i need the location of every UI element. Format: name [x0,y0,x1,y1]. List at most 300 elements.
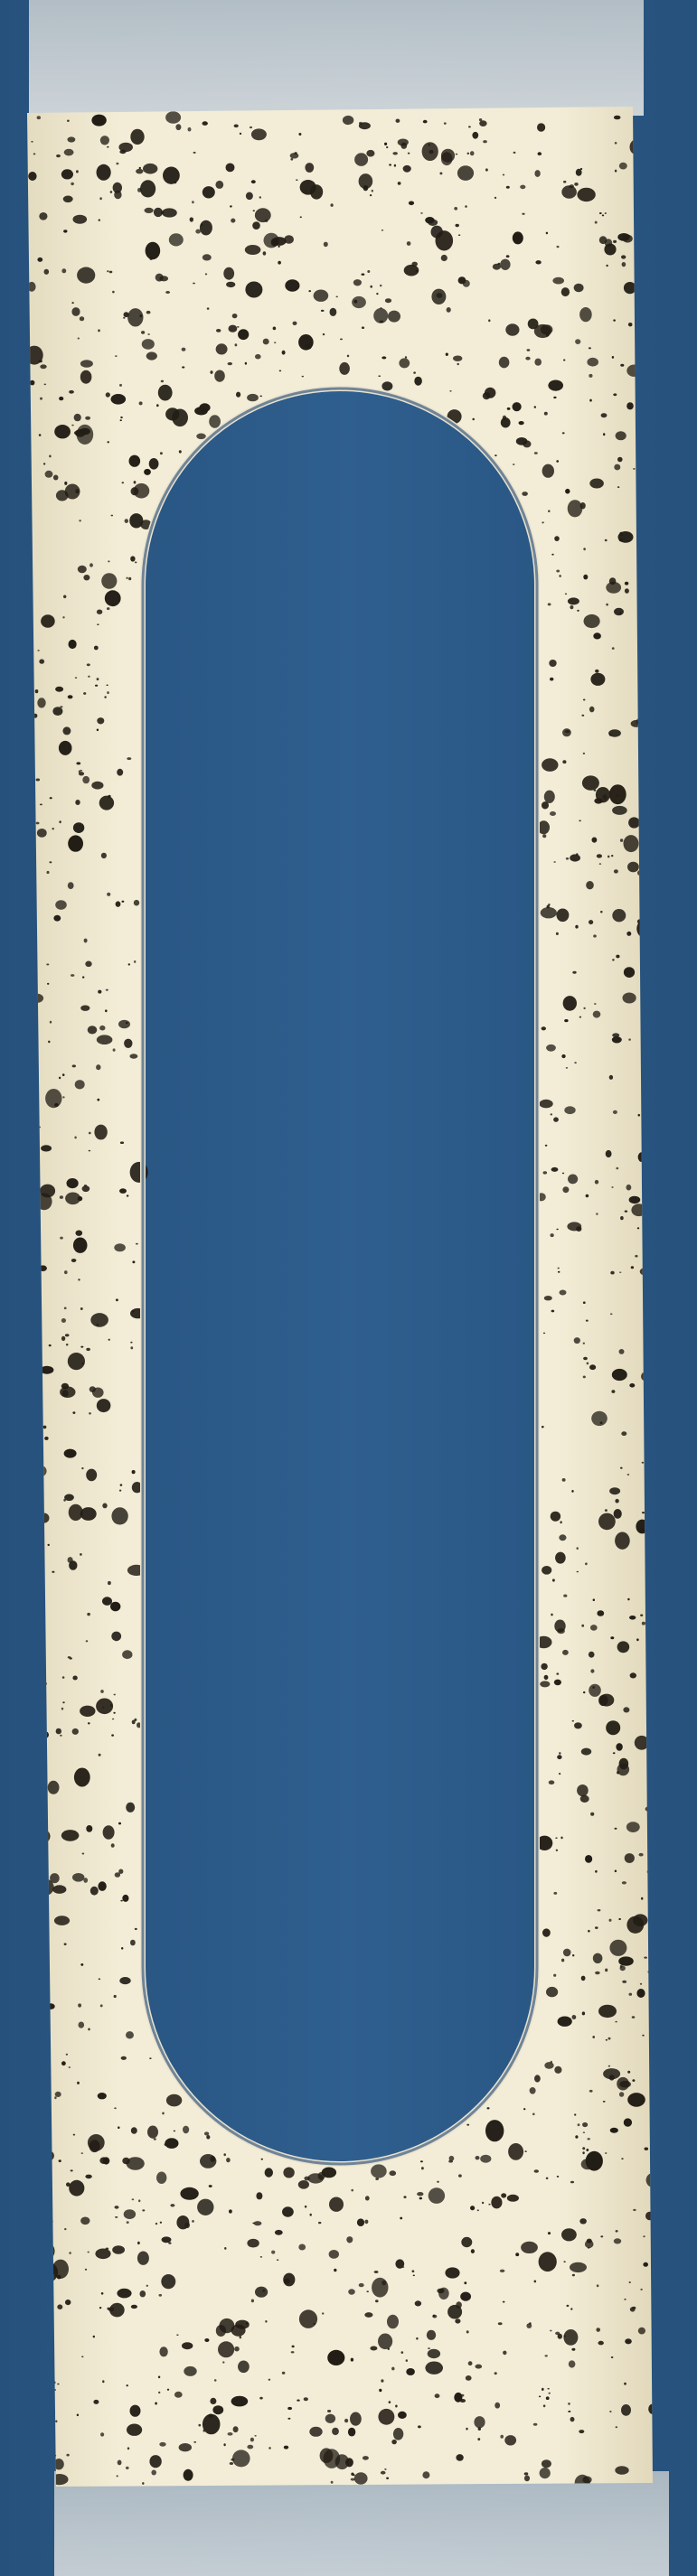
speckle-dot [534,2281,537,2283]
speckle-dot [500,2435,504,2439]
speckle-dot [90,1313,108,1327]
speckle-dot [118,2126,119,2129]
speckle-dot [200,220,212,236]
speckle-dot [605,1969,608,1972]
speckle-dot [561,2228,577,2241]
speckle-dot [553,397,556,398]
speckle-dot [130,556,135,561]
speckle-dot [519,421,524,425]
speckle-dot [583,575,588,580]
speckle-dot [193,152,196,154]
speckle-dot [282,2372,286,2375]
speckle-dot [350,2412,362,2426]
speckle-dot [583,1343,585,1344]
speckle-dot [562,432,565,434]
speckle-dot [615,2021,617,2023]
speckle-dot [564,2336,566,2337]
speckle-dot [159,2347,167,2356]
speckle-dot [627,2093,645,2107]
speckle-dot [479,118,482,121]
speckle-dot [567,2305,570,2307]
speckle-dot [640,1983,642,1985]
speckle-dot [54,2096,56,2099]
speckle-dot [552,1578,555,1581]
speckle-dot [290,158,293,161]
speckle-dot [624,282,636,294]
speckle-dot [99,220,100,221]
speckle-dot [624,967,635,978]
speckle-dot [73,215,88,224]
speckle-dot [580,1795,589,1803]
speckle-dot [309,2427,322,2437]
speckle-dot [207,307,210,309]
speckle-dot [600,2235,603,2237]
speckle-dot [68,835,83,851]
speckle-dot [320,2448,334,2463]
speckle-dot [100,1690,104,1693]
speckle-dot [625,588,629,594]
speckle-dot [444,122,447,124]
speckle-dot [466,2330,469,2333]
speckle-dot [318,2222,321,2224]
speckle-dot [81,2152,83,2154]
speckle-dot [69,640,77,649]
speckle-dot [78,1279,80,1280]
speckle-dot [110,191,113,193]
speckle-dot [284,2279,290,2284]
speckle-dot [46,963,49,965]
speckle-dot [130,1940,136,1946]
speckle-dot [167,2389,169,2391]
speckle-dot [293,322,297,325]
speckle-dot [223,267,234,280]
speckle-dot [129,1054,137,1058]
speckle-dot [626,402,634,409]
speckle-dot [114,191,121,200]
speckle-dot [155,2223,157,2225]
speckle-dot [62,1390,69,1397]
speckle-dot [129,455,141,467]
speckle-dot [300,216,302,218]
speckle-dot [405,356,407,358]
speckle-dot [155,2403,157,2405]
speckle-dot [556,1229,558,1230]
speckle-dot [357,2218,364,2226]
speckle-dot [601,413,608,417]
speckle-dot [577,610,579,612]
speckle-dot [69,390,74,394]
speckle-dot [124,1039,132,1048]
speckle-dot [557,2176,560,2178]
speckle-dot [40,364,46,369]
speckle-dot [102,1597,112,1606]
speckle-dot [216,343,228,354]
speckle-dot [612,647,615,650]
speckle-dot [147,2126,158,2139]
speckle-dot [560,1521,561,1523]
speckle-dot [513,464,514,465]
speckle-dot [534,2075,541,2082]
speckle-dot [120,1900,123,1902]
speckle-dot [630,1672,636,1678]
speckle-dot [75,800,80,805]
speckle-dot [370,286,372,288]
speckle-dot [584,614,600,628]
speckle-dot [61,1336,65,1341]
speckle-dot [77,2414,79,2417]
speckle-dot [403,2196,406,2198]
speckle-dot [106,685,108,687]
speckle-dot [108,795,110,798]
speckle-dot [591,1411,608,1426]
speckle-dot [587,1363,589,1365]
speckle-dot [550,2330,552,2332]
speckle-dot [479,120,486,126]
speckle-dot [548,904,550,906]
speckle-dot [525,357,530,361]
speckle-dot [292,2346,295,2348]
speckle-dot [563,2261,565,2262]
speckle-dot [589,399,592,402]
speckle-dot [551,2061,552,2064]
speckle-dot [37,829,47,838]
speckle-dot [182,348,186,351]
speckle-dot [494,2403,500,2409]
speckle-dot [39,212,47,220]
speckle-dot [374,2271,379,2273]
speckle-dot [193,283,195,285]
speckle-dot [61,1383,69,1390]
speckle-dot [107,607,109,610]
speckle-dot [569,2360,576,2367]
speckle-dot [127,1194,129,1196]
speckle-dot [522,492,528,496]
speckle-dot [226,164,235,173]
speckle-dot [65,1334,70,1336]
speckle-dot [57,2384,59,2385]
speckle-dot [97,623,99,625]
speckle-dot [184,2469,193,2481]
speckle-dot [391,2367,394,2371]
speckle-dot [149,2455,161,2468]
speckle-dot [256,2192,262,2199]
speckle-dot [140,180,155,197]
speckle-dot [299,2309,317,2328]
speckle-dot [408,153,410,155]
speckle-dot [606,582,621,594]
speckle-dot [100,2004,103,2007]
speckle-dot [69,2180,84,2197]
speckle-dot [640,2289,642,2290]
speckle-dot [332,2428,339,2435]
speckle-dot [556,1672,559,1674]
speckle-dot [550,811,556,816]
speckle-dot [109,271,113,274]
speckle-dot [168,2242,171,2243]
speckle-dot [79,520,80,521]
speckle-dot [137,2242,140,2244]
speckle-dot [553,1117,559,1121]
speckle-dot [631,1266,634,1269]
speckle-dot [636,1989,645,1998]
speckle-dot [468,126,471,127]
speckle-dot [134,481,137,483]
speckle-dot [627,1474,630,1475]
speckle-dot [71,1259,77,1262]
speckle-dot [197,2199,213,2215]
speckle-dot [629,1993,633,1996]
speckle-dot [127,757,131,760]
speckle-dot [641,1897,643,1900]
speckle-dot [126,2467,129,2469]
speckle-dot [616,2230,618,2233]
speckle-dot [117,2475,118,2477]
speckle-dot [165,2143,166,2146]
speckle-dot [59,397,63,400]
speckle-dot [544,791,555,803]
speckle-dot [188,127,192,132]
speckle-dot [99,796,114,810]
speckle-dot [159,2294,163,2297]
speckle-dot [575,339,580,344]
speckle-dot [470,151,475,155]
speckle-dot [77,267,95,284]
speckle-dot [632,2016,636,2019]
speckle-dot [230,2462,233,2465]
speckle-dot [98,2093,107,2099]
speckle-dot [572,2015,577,2019]
speckle-dot [582,2147,585,2150]
speckle-dot [551,1113,552,1115]
speckle-dot [507,2195,519,2202]
speckle-dot [582,2151,584,2154]
speckle-dot [322,2168,336,2178]
speckle-dot [351,2189,353,2192]
speckle-dot [504,2435,516,2445]
speckle-dot [95,685,98,687]
speckle-dot [158,385,173,401]
speckle-dot [345,2458,353,2467]
speckle-dot [80,1553,82,1556]
speckle-dot [616,1743,622,1751]
speckle-dot [136,1243,138,1245]
speckle-dot [232,2450,250,2467]
speckle-dot [568,597,579,604]
speckle-dot [593,1953,603,1963]
speckle-dot [468,2361,473,2365]
speckle-dot [351,2358,353,2362]
speckle-dot [428,220,438,226]
speckle-dot [262,2290,265,2292]
speckle-dot [398,182,401,185]
speckle-dot [327,2410,331,2412]
speckle-dot [643,2262,648,2267]
speckle-dot [59,820,61,823]
speckle-dot [56,155,61,157]
speckle-dot [192,201,194,203]
speckle-dot [85,2269,87,2271]
speckle-dot [575,925,578,929]
speckle-dot [88,676,89,678]
speckle-dot [75,677,77,679]
speckle-dot [436,230,454,250]
speckle-dot [111,1507,127,1524]
speckle-dot [184,2366,196,2376]
speckle-dot [528,319,539,330]
speckle-dot [72,1873,84,1882]
speckle-dot [617,457,623,463]
speckle-dot [477,2209,479,2211]
speckle-dot [59,1077,61,1080]
speckle-dot [401,2351,404,2354]
speckle-dot [325,2414,335,2423]
speckle-dot [231,2396,249,2407]
speckle-dot [353,279,362,286]
speckle-dot [224,2247,226,2250]
speckle-dot [255,208,271,222]
speckle-dot [460,2292,471,2301]
speckle-dot [101,573,117,589]
speckle-dot [628,1038,631,1040]
speckle-dot [620,1966,626,1972]
speckle-dot [593,632,601,639]
speckle-dot [606,1150,612,1157]
speckle-dot [61,1830,80,1841]
speckle-dot [56,1728,61,1735]
speckle-dot [76,1231,83,1236]
speckle-dot [559,1773,560,1775]
speckle-dot [94,646,99,651]
speckle-dot [59,2159,61,2162]
speckle-dot [599,212,602,214]
speckle-dot [354,153,368,166]
speckle-dot [389,164,391,165]
speckle-dot [425,2362,443,2375]
speckle-dot [111,1632,121,1642]
speckle-dot [411,262,418,267]
speckle-dot [63,229,67,232]
speckle-dot [102,1707,104,1709]
speckle-dot [617,1641,630,1653]
speckle-dot [255,354,261,360]
speckle-dot [503,2351,506,2356]
speckle-dot [45,1089,61,1108]
speckle-dot [582,2122,588,2127]
speckle-dot [513,231,523,244]
speckle-dot [572,971,576,974]
speckle-dot [482,2202,484,2204]
speckle-dot [89,1412,91,1415]
speckle-dot [623,993,636,1004]
speckle-dot [398,139,409,146]
speckle-dot [55,2421,57,2423]
speckle-dot [100,2432,104,2436]
speckle-dot [161,380,164,383]
speckle-dot [62,1701,64,1703]
speckle-dot [273,327,277,331]
speckle-dot [162,2236,172,2243]
speckle-dot [159,2442,165,2447]
speckle-dot [458,234,460,236]
speckle-dot [120,417,123,418]
speckle-dot [122,482,125,483]
speckle-dot [476,2156,480,2159]
speckle-dot [235,343,238,346]
speckle-dot [180,2187,198,2200]
speckle-dot [364,2220,368,2225]
speckle-dot [598,2005,617,2018]
speckle-dot [68,1557,73,1563]
speckle-dot [184,2223,190,2228]
speckle-dot [578,2123,580,2126]
speckle-dot [572,1954,574,1956]
speckle-dot [454,2393,462,2403]
speckle-dot [179,2443,192,2451]
speckle-dot [131,2305,137,2309]
speckle-dot [498,2322,503,2325]
speckle-dot [80,1963,83,1966]
speckle-dot [583,1007,585,1009]
speckle-dot [120,1141,124,1144]
speckle-dot [588,2138,590,2140]
speckle-dot [614,464,620,471]
speckle-dot [582,775,599,790]
speckle-dot [638,1114,641,1117]
speckle-dot [621,1431,626,1436]
speckle-dot [627,862,639,873]
speckle-dot [82,976,84,978]
speckle-dot [554,2066,561,2074]
speckle-dot [190,217,193,221]
speckle-dot [537,123,545,131]
speckle-dot [334,2269,336,2272]
speckle-dot [561,287,570,296]
speckle-dot [60,1237,63,1240]
speckle-dot [542,1928,551,1936]
speckle-dot [617,1764,630,1776]
speckle-dot [64,482,67,485]
speckle-dot [175,124,181,130]
speckle-dot [48,1544,50,1546]
speckle-dot [61,268,66,273]
speckle-dot [298,2244,306,2251]
speckle-dot [379,2389,381,2392]
speckle-dot [594,1003,596,1005]
speckle-dot [78,2003,81,2007]
speckle-dot [617,794,619,796]
speckle-dot [206,2135,210,2140]
speckle-dot [583,1691,585,1693]
speckle-dot [73,822,84,833]
speckle-dot [612,1036,622,1043]
speckle-dot [149,458,159,470]
speckle-dot [421,2167,424,2169]
speckle-dot [633,1914,647,1926]
speckle-dot [223,2153,226,2156]
speckle-dot [336,296,338,298]
speckle-dot [399,358,410,368]
speckle-dot [103,2157,110,2164]
speckle-dot [564,1106,575,1114]
speckle-dot [643,2235,645,2237]
speckle-dot [412,2270,415,2272]
speckle-dot [251,180,256,183]
speckle-dot [556,460,559,463]
speckle-dot [398,2412,407,2419]
speckle-dot [198,2424,201,2427]
speckle-dot [97,1399,111,1412]
speckle-dot [68,1353,85,1370]
